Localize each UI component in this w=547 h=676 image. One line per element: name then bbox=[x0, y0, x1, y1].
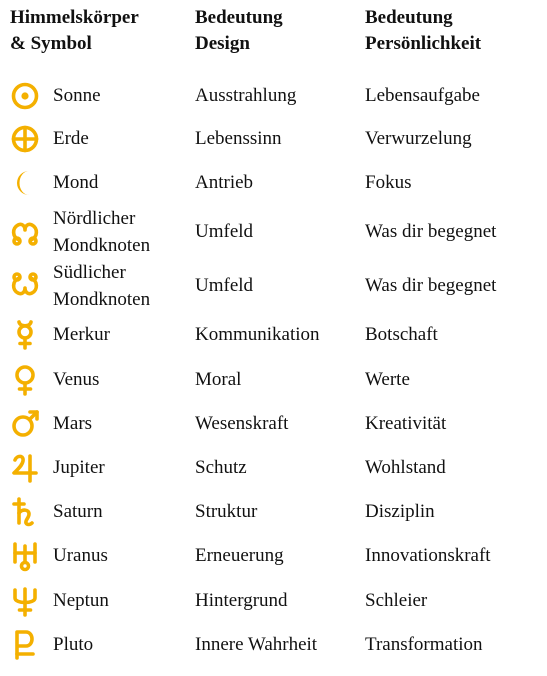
design-meaning: Antrieb bbox=[195, 172, 254, 193]
table-row bbox=[0, 452, 547, 484]
body-name-line1: Nördlicher bbox=[53, 208, 136, 229]
earth-icon bbox=[9, 123, 41, 155]
table-row bbox=[0, 260, 547, 312]
design-meaning: Lebenssinn bbox=[195, 128, 282, 149]
table-row bbox=[0, 540, 547, 572]
personality-meaning: Lebensaufgabe bbox=[365, 85, 480, 106]
body-name: Jupiter bbox=[53, 457, 105, 478]
table-row bbox=[0, 319, 547, 351]
design-meaning: Umfeld bbox=[195, 221, 254, 242]
personality-meaning: Wohlstand bbox=[365, 457, 446, 478]
table-row bbox=[0, 123, 547, 155]
design-meaning: Hintergrund bbox=[195, 590, 288, 611]
table-row bbox=[0, 629, 547, 661]
body-name: Pluto bbox=[53, 634, 94, 655]
header-line: Bedeutung bbox=[195, 7, 283, 28]
table-row bbox=[0, 80, 547, 112]
design-meaning: Innere Wahrheit bbox=[195, 634, 318, 655]
body-name: Venus bbox=[53, 369, 100, 390]
body-name: Neptun bbox=[53, 590, 109, 611]
uranus-icon bbox=[9, 540, 41, 572]
header-line: Himmelskörper bbox=[10, 7, 139, 28]
venus-icon bbox=[9, 364, 41, 396]
table-row bbox=[0, 585, 547, 617]
personality-meaning: Botschaft bbox=[365, 324, 438, 345]
design-meaning: Struktur bbox=[195, 501, 258, 522]
design-meaning: Ausstrahlung bbox=[195, 85, 297, 106]
north-node-icon bbox=[9, 216, 41, 248]
design-meaning: Wesenskraft bbox=[195, 413, 289, 434]
personality-meaning: Was dir begegnet bbox=[365, 221, 497, 242]
body-name: Mars bbox=[53, 413, 93, 434]
body-name: Uranus bbox=[53, 545, 108, 566]
personality-meaning: Verwurzelung bbox=[365, 128, 472, 149]
personality-meaning: Innovationskraft bbox=[365, 545, 491, 566]
neptune-icon bbox=[9, 585, 41, 617]
header-line: Bedeutung bbox=[365, 7, 453, 28]
header-line: Design bbox=[195, 33, 250, 54]
moon-icon bbox=[9, 167, 41, 199]
south-node-icon bbox=[9, 270, 41, 302]
table-row bbox=[0, 167, 547, 199]
saturn-icon bbox=[9, 496, 41, 528]
header-meaning-personality bbox=[365, 5, 481, 57]
body-name: Mond bbox=[53, 172, 99, 193]
table-row bbox=[0, 206, 547, 258]
personality-meaning: Fokus bbox=[365, 172, 412, 193]
mars-icon bbox=[9, 408, 41, 440]
header-line: Persönlichkeit bbox=[365, 33, 482, 54]
body-name: Merkur bbox=[53, 324, 110, 345]
body-name-line2: Mondknoten bbox=[53, 289, 151, 310]
jupiter-icon bbox=[9, 452, 41, 484]
personality-meaning: Werte bbox=[365, 369, 410, 390]
header-celestial-body-symbol bbox=[10, 5, 139, 57]
body-name: Erde bbox=[53, 128, 89, 149]
body-name: Sonne bbox=[53, 85, 101, 106]
header-meaning-design bbox=[195, 5, 283, 57]
body-name-line2: Mondknoten bbox=[53, 235, 151, 256]
mercury-icon bbox=[9, 319, 41, 351]
personality-meaning: Kreativität bbox=[365, 413, 447, 434]
design-meaning: Kommunikation bbox=[195, 324, 320, 345]
sun-icon bbox=[9, 80, 41, 112]
personality-meaning: Was dir begegnet bbox=[365, 275, 497, 296]
design-meaning: Schutz bbox=[195, 457, 247, 478]
table-row bbox=[0, 364, 547, 396]
table-row bbox=[0, 496, 547, 528]
design-meaning: Moral bbox=[195, 369, 242, 390]
personality-meaning: Disziplin bbox=[365, 501, 435, 522]
personality-meaning: Schleier bbox=[365, 590, 428, 611]
body-name-line1: Südlicher bbox=[53, 262, 126, 283]
table-row bbox=[0, 408, 547, 440]
body-name: Saturn bbox=[53, 501, 103, 522]
design-meaning: Erneuerung bbox=[195, 545, 284, 566]
personality-meaning: Transformation bbox=[365, 634, 483, 655]
header-line: & Symbol bbox=[10, 33, 92, 54]
pluto-icon bbox=[9, 629, 41, 661]
design-meaning: Umfeld bbox=[195, 275, 254, 296]
